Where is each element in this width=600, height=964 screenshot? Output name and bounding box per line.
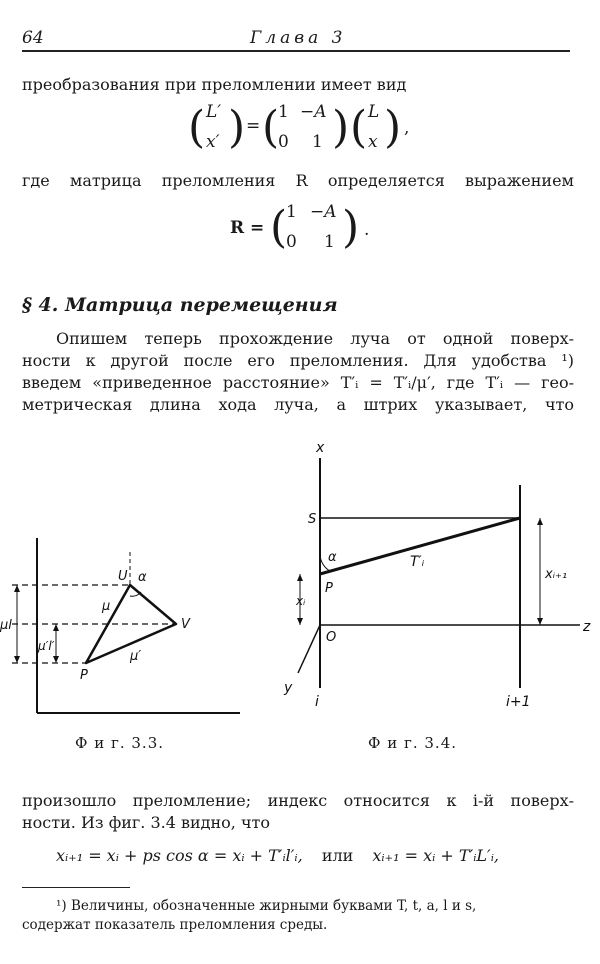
text-line-1: преобразования при преломлении имеет вид bbox=[22, 75, 407, 94]
figure-3-3-caption: Ф и г. 3.3. bbox=[75, 734, 165, 752]
paren-right: ) bbox=[332, 102, 350, 153]
paragraph-line: произошло преломление; индекс относится к i-й поверх- bbox=[22, 791, 574, 810]
figure-3-3 bbox=[0, 530, 250, 720]
header-rule bbox=[22, 50, 570, 52]
page-number: 64 bbox=[22, 28, 44, 48]
matrix-cell: −A bbox=[300, 102, 327, 122]
equation-3 bbox=[56, 846, 499, 865]
fig33-label-v: V bbox=[181, 617, 190, 632]
fig34-label-s: S bbox=[308, 512, 317, 527]
fig34-label-x: x bbox=[316, 440, 325, 456]
matrix-cell: 0 bbox=[286, 232, 297, 252]
figure-3-4 bbox=[270, 430, 600, 715]
figure-3-4-caption: Ф и г. 3.4. bbox=[368, 734, 458, 752]
paren-left: ( bbox=[270, 202, 288, 253]
fig33-label-u: U bbox=[118, 569, 128, 584]
matrix-cell: 1 bbox=[324, 232, 335, 252]
fig34-label-p: P bbox=[325, 581, 333, 596]
eq1-trail: , bbox=[404, 118, 410, 138]
fig33-label-mu-prime: μ′ bbox=[130, 649, 142, 664]
fig33-label-alpha: α bbox=[138, 570, 147, 585]
matrix-cell: 0 bbox=[278, 132, 289, 152]
equation-1 bbox=[188, 98, 418, 162]
fig34-label-alpha: α bbox=[328, 550, 337, 565]
equals-sign: = bbox=[246, 116, 261, 136]
fig33-arrowhead bbox=[53, 656, 59, 663]
matrix-cell: 1 bbox=[278, 102, 289, 122]
footnote-rule bbox=[22, 887, 130, 888]
fig34-arrowhead bbox=[537, 618, 543, 625]
eq1-rhs-top: L bbox=[368, 102, 380, 122]
paren-left: ( bbox=[188, 102, 206, 153]
text-line-2: где матрица преломления R определяется выражением bbox=[22, 171, 574, 190]
eq3-part1: xᵢ₊₁ = xᵢ + ps cos α = xᵢ + T′ᵢl′ᵢ, bbox=[56, 846, 303, 865]
fig34-arrowhead bbox=[537, 518, 543, 525]
paren-right: ) bbox=[384, 102, 402, 153]
footnote-line: ¹) Величины, обозначенные жирными буквами T, t, a, l и s, bbox=[56, 898, 477, 914]
fig34-label-i: i bbox=[315, 694, 319, 710]
paragraph-line: ности к другой после его преломления. Для удобства ¹) bbox=[22, 351, 574, 370]
equation-2 bbox=[230, 196, 390, 260]
fig34-arrowhead bbox=[297, 618, 303, 625]
paren-left: ( bbox=[350, 102, 368, 153]
paren-right: ) bbox=[228, 102, 246, 153]
fig34-label-i1: i+1 bbox=[506, 694, 531, 710]
paragraph-line: метрическая длина хода луча, а штрих указывает, что bbox=[22, 395, 574, 414]
paren-left: ( bbox=[262, 102, 280, 153]
eq3-connector: или bbox=[321, 846, 354, 865]
matrix-cell: −A bbox=[310, 202, 337, 222]
fig34-y-axis bbox=[298, 625, 320, 673]
eq1-lhs-top: L′ bbox=[206, 102, 222, 122]
matrix-cell: 1 bbox=[312, 132, 323, 152]
eq2-lhs: R = bbox=[230, 218, 265, 238]
eq1-lhs-bottom: x′ bbox=[206, 132, 220, 152]
eq1-rhs-bottom: x bbox=[368, 132, 378, 152]
paragraph-line: введем «приведенное расстояние» T′ᵢ = T′ᵢ/μ′, где T′ᵢ — гео- bbox=[22, 373, 574, 392]
running-title: Глава 3 bbox=[250, 28, 347, 48]
eq3-part2: xᵢ₊₁ = xᵢ + T′ᵢL′ᵢ, bbox=[372, 846, 499, 865]
fig34-label-y: y bbox=[284, 680, 293, 696]
paragraph-line: ности. Из фиг. 3.4 видно, что bbox=[22, 813, 271, 832]
paragraph-line: Опишем теперь прохождение луча от одной поверх- bbox=[56, 329, 574, 348]
fig34-arrowhead bbox=[297, 574, 303, 581]
fig33-arrowhead bbox=[14, 585, 20, 592]
fig33-label-mu-l: μl bbox=[0, 618, 12, 633]
fig33-arrowhead bbox=[14, 656, 20, 663]
paren-right: ) bbox=[342, 202, 360, 253]
fig33-label-mu: μ bbox=[102, 599, 111, 614]
section-title: § 4. Матрица перемещения bbox=[22, 294, 338, 316]
fig33-label-p: P bbox=[80, 668, 88, 683]
fig34-label-xi: xᵢ bbox=[296, 594, 306, 608]
eq2-trail: . bbox=[364, 220, 370, 240]
fig34-label-z: z bbox=[583, 619, 591, 635]
fig34-label-xi1: xᵢ₊₁ bbox=[545, 567, 568, 582]
matrix-cell: 1 bbox=[286, 202, 297, 222]
fig34-label-t: T′ᵢ bbox=[410, 554, 425, 570]
footnote-line: содержат показатель преломления среды. bbox=[22, 917, 328, 933]
fig33-arrowhead bbox=[53, 624, 59, 631]
fig34-label-o: O bbox=[326, 630, 337, 645]
fig33-label-mu-prime-l-prime: μ′l′ bbox=[38, 639, 55, 653]
